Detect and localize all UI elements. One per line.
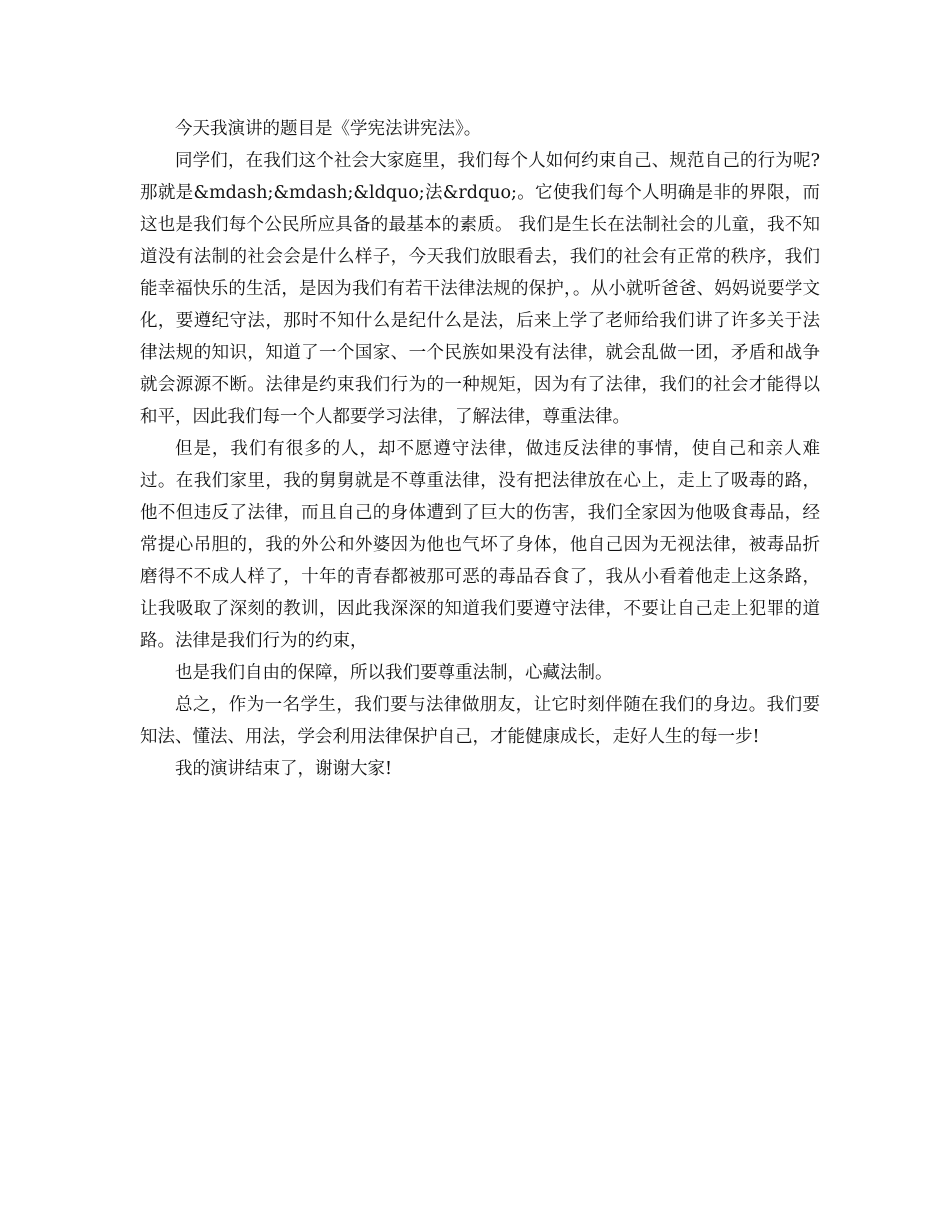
paragraph-what-is-law: 同学们，在我们这个社会大家庭里，我们每个人如何约束自己、规范自己的行为呢?那就是&mdash;&mdash;&ldquo;法&rdquo;。它使我们每个人明确是非的界限，而这也是我们每个公民所应具备的最基本的素质。 我们是生长在法制社会的儿童，我不知道没有法制的社会会是什么样子，今天我们放眼看去，我们的社会有正常的秩序，我们能幸福快乐的生活，是因为我们有若干法律法规的保护，。从小就听爸爸、妈妈说要学文化，要遵纪守法，那时不知什么是纪什么是法，后来上学了老师给我们讲了许多关于法律法规的知识，知道了一个国家、一个民族如果没有法律，就会乱做一团，矛盾和战争就会源源不断。法律是约束我们行为的一种规矩，因为有了法律，我们的社会才能得以和平，因此我们每一个人都要学习法律，了解法律，尊重法律。 bbox=[140, 151, 820, 427]
speech-body bbox=[140, 113, 820, 785]
paragraph-conclusion: 总之，作为一名学生，我们要与法律做朋友，让它时刻伴随在我们的身边。我们要知法、懂法、用法，学会利用法律保护自己，才能健康成长，走好人生的每一步! bbox=[140, 695, 820, 747]
paragraph-closing: 我的演讲结束了，谢谢大家! bbox=[175, 759, 393, 779]
paragraph-uncle-story: 但是，我们有很多的人，却不愿遵守法律，做违反法律的事情，使自己和亲人难过。在我们家里，我的舅舅就是不尊重法律，没有把法律放在心上，走上了吸毒的路，他不但违反了法律，而且自己的身体遭到了巨大的伤害，我们全家因为他吸食毒品，经常提心吊胆的，我的外公和外婆因为他也气坏了身体，他自己因为无视法律，被毒品折磨得不不成人样了，十年的青春都被那可恶的毒品吞食了，我从小看着他走上这条路，让我吸取了深刻的教训，因此我深深的知道我们要遵守法律，不要让自己走上犯罪的道路。法律是我们行为的约束， bbox=[140, 439, 820, 651]
paragraph-title-intro: 今天我演讲的题目是《学宪法讲宪法》。 bbox=[175, 119, 482, 139]
paragraph-law-protection: 也是我们自由的保障，所以我们要尊重法制，心藏法制。 bbox=[175, 663, 613, 683]
